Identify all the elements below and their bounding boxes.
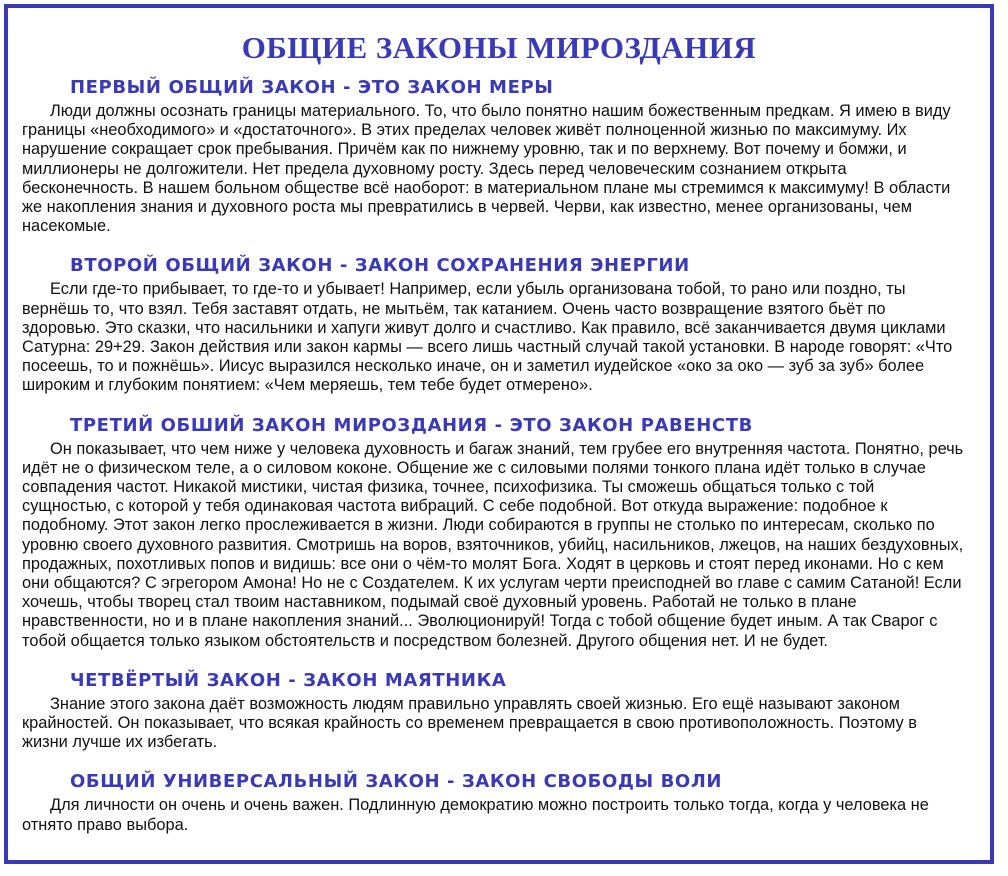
section-heading: ТРЕТИЙ ОБШИЙ ЗАКОН МИРОЗДАНИЯ - ЭТО ЗАКОН РАВЕНСТВ (70, 414, 753, 436)
section-text: Знание этого закона даёт возможность людям правильно управлять своей жизнью. Его ещё называют законом крайностей. Он показывает, что всякая крайность со временем превращается в свою противоположность. Поэтому в жизни лучше их избегать. (22, 694, 918, 752)
section-heading: ПЕРВЫЙ ОБЩИЙ ЗАКОН - ЭТО ЗАКОН МЕРЫ (70, 77, 554, 98)
section-text: Он показывает, что чем ниже у человека духовность и багаж знаний, тем грубее его внутренняя частота. Понятно, речь идёт не о физическом теле, а о силовом коконе. Общение же с силовыми полями тонкого плана идёт только в случае совпадения частот. Никакой мистики, чистая физика, точнее, психофизика. Ты сможешь общаться только с той сущностью, с которой у тебя одинаковая частота вибраций. С себе подобной. Вот откуда выражение: подобное к подобному. Этот закон легко прослеживается в жизни. Люди собираются в группы не столько по интересам, сколько по уровню своего духовного развития. Смотришь на воров, взяточников, убийц, насильников, лжецов, на наших бездуховных, продажных, похотливых попов и видишь: все они о чём-то молят Бога. Ходят в церковь и стоят перед иконами. Но с кем они общаются? С эгрегором Амона! Но не с Создателем. К их услугам черти преисподней во главе с самим Сатаной! Если хочешь, чтобы творец стал твоим наставником, подымай своё духовный уровень. Работай не только в плане нравственности, но и в плане накопления знаний... Эволюционируй! Тогда с тобой общение будет иным. А так Сварог с тобой общается только языком обстоятельств и посредством болезней. Другого общения нет. И не будет. (22, 439, 964, 650)
section-text: Для личности он очень и очень важен. Подлинную демократию можно построить только тогда, когда у человека не отнято право выбора. (22, 796, 929, 834)
section-text: Если где-то прибывает, то где-то и убывает! Например, если убыль организована тобой, то рано или поздно, ты вернёшь то, что взял. Тебя заставят отдать, не мытьём, так катанием. Очень часто возвращение взятого бьёт по здоровью. Это сказки, что насильники и хапуги живут долго и счастливо. Как правило, всё заканчивается двумя циклами Сатурна: 29+29. Закон действия или закон кармы — всего лишь частный случай такой установки. В народе говорят: «Что посеешь, то и пожнёшь». Иисус выразился несколько иначе, он и заметил иудейское «око за око — зуб за зуб» более широким и глубоким понятием: «Чем меряешь, тем тебе будет отмерено». (22, 280, 953, 395)
page-title: ОБЩИЕ ЗАКОНЫ МИРОЗДАНИЯ (241, 30, 757, 65)
section-heading: ВТОРОЙ ОБЩИЙ ЗАКОН - ЗАКОН СОХРАНЕНИЯ ЭНЕРГИИ (70, 255, 690, 277)
section-heading: ЧЕТВЁРТЫЙ ЗАКОН - ЗАКОН МАЯТНИКА (70, 669, 507, 691)
section-law-of-equality (22, 414, 966, 651)
section-text: Люди должны осознать границы материального. То, что было понятно нашим божественным предкам. Я имею в виду границы «необходимого» и «достаточного». В этих пределах человек живёт полноценной жизнью по максимуму. Их нарушение сокращает срок пребывания. Причём как по нижнему уровню, так и по верхнему. Вот почему и бомжи, и миллионеры не долгожители. Нет предела духовному росту. Здесь перед человеческим сознанием открыта бесконечность. В нашем больном обществе всё наоборот: в материальном плане мы стремимся к максимуму! В области же накопления знания и духовного роста мы превратились в червей. Черви, как известно, менее организованы, чем насекомые. (22, 102, 951, 236)
section-law-of-measure (22, 76, 966, 236)
section-law-of-energy-conservation (22, 254, 966, 395)
section-law-of-free-will (22, 770, 966, 834)
section-law-of-pendulum (22, 669, 966, 753)
document-frame (4, 4, 994, 864)
section-heading: ОБЩИЙ УНИВЕРСАЛЬНЫЙ ЗАКОН - ЗАКОН СВОБОДЫ ВОЛИ (70, 771, 723, 793)
